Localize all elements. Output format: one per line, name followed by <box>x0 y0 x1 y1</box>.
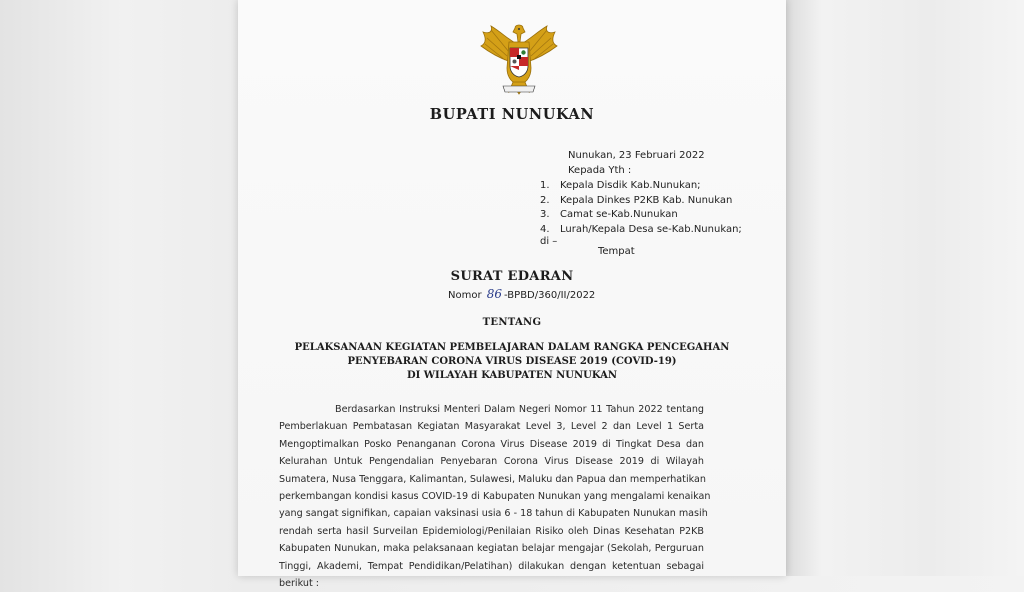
subject-line: DI WILAYAH KABUPATEN NUNUKAN <box>406 370 618 381</box>
place-date: Nunukan, 23 Februari 2022 <box>568 150 705 161</box>
document-page <box>238 0 786 589</box>
document-number <box>448 287 595 301</box>
body-line: Tinggi, Akademi, Tempat Pendidikan/Pelatihan) dilakukan dengan ketentuan sebagai <box>279 560 704 572</box>
recipient-text: Camat se-Kab.Nunukan <box>560 209 678 221</box>
garuda-pancasila-emblem-icon <box>479 22 559 98</box>
subject-line: PELAKSANAAN KEGIATAN PEMBELAJARAN DALAM RANGKA PENCEGAHAN <box>294 342 730 353</box>
body-line: yang sangat signifikan, capaian vaksinasi usia 6 - 18 tahun di Kabupaten Nunukan masih <box>279 508 708 520</box>
background-right <box>786 0 1024 576</box>
body-line: rendah serta hasil Surveilan Epidemiologi/Penilaian Risiko oleh Dinas Kesehatan P2KB <box>279 525 704 537</box>
subject-line: PENYEBARAN CORONA VIRUS DISEASE 2019 (COVID-19) <box>347 356 677 367</box>
addressee-di: di – <box>540 236 558 247</box>
body-line: Pemberlakuan Pembatasan Kegiatan Masyarakat Level 3, Level 2 dan Level 1 Serta <box>279 421 704 433</box>
nomor-label: Nomor <box>448 290 482 301</box>
list-item <box>540 209 742 224</box>
recipient-text: Lurah/Kepala Desa se-Kab.Nunukan; <box>560 223 742 235</box>
document-type-title: SURAT EDARAN <box>450 269 574 284</box>
recipient-text: Kepala Dinkes P2KB Kab. Nunukan <box>560 194 733 206</box>
recipient-number: 4. <box>540 223 550 235</box>
list-item <box>540 180 742 195</box>
tentang-heading: TENTANG <box>482 317 542 328</box>
addressee-place: Tempat <box>598 246 635 257</box>
recipient-list <box>540 180 742 238</box>
body-line: Kabupaten Nunukan, maka pelaksanaan kegiatan belajar mengajar (Sekolah, Perguruan <box>279 543 704 555</box>
body-line: berikut : <box>279 577 319 589</box>
recipient-number: 2. <box>540 194 550 206</box>
nomor-code: -BPBD/360/II/2022 <box>504 290 596 301</box>
recipient-number: 1. <box>540 180 550 191</box>
subject-block <box>238 341 786 383</box>
list-item <box>540 195 742 210</box>
recipient-number: 3. <box>540 209 550 221</box>
body-line: Berdasarkan Instruksi Menteri Dalam Negeri Nomor 11 Tahun 2022 tentang <box>335 404 704 415</box>
body-line: perkembangan kondisi kasus COVID-19 di Kabupaten Nunukan yang mengalami kenaikan <box>279 490 711 502</box>
body-paragraph <box>279 401 711 592</box>
body-line: Mengoptimalkan Posko Penanganan Corona Virus Disease 2019 di Tingkat Desa dan <box>279 438 704 450</box>
issuer-title: BUPATI NUNUKAN <box>429 106 595 123</box>
handwritten-number: 86 <box>486 287 503 301</box>
list-item <box>540 224 742 239</box>
addressee-heading: Kepada Yth : <box>568 165 632 176</box>
body-line: Kelurahan Untuk Pengendalian Penyebaran Corona Virus Disease 2019 di Wilayah <box>279 456 704 468</box>
recipient-text: Kepala Disdik Kab.Nunukan; <box>560 180 701 191</box>
body-line: Sumatera, Nusa Tenggara, Kalimantan, Sulawesi, Maluku dan Papua dan memperhatikan <box>279 473 706 485</box>
